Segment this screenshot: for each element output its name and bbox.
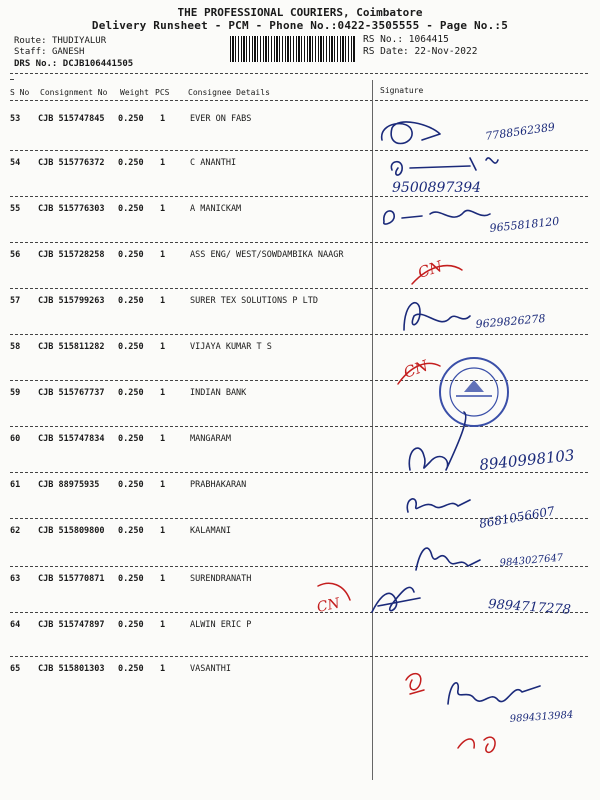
cell-consignment-no: CJB 515776372 xyxy=(38,158,105,168)
signature-63 xyxy=(372,587,420,612)
cell-consignee: VASANTHI xyxy=(190,664,231,674)
rs-no-value: 1064415 xyxy=(408,34,449,45)
cell-pcs: 1 xyxy=(160,434,166,444)
cell-pcs: 1 xyxy=(160,480,166,490)
cell-consignment-no: CJB 515809800 xyxy=(38,526,105,536)
cell-pcs: 1 xyxy=(160,620,166,630)
col-sno: S No xyxy=(10,88,30,97)
cell-consignment-no: CJB 515747897 xyxy=(38,620,105,630)
col-consignment: Consignment No xyxy=(40,88,108,97)
cell-sno: 63 xyxy=(10,574,21,584)
signature-62 xyxy=(416,548,480,570)
cell-weight: 0.250 xyxy=(118,664,144,674)
signature-65 xyxy=(448,683,540,704)
cell-weight: 0.250 xyxy=(118,574,144,584)
cell-pcs: 1 xyxy=(160,204,166,214)
cell-consignment-no: CJB 88975935 xyxy=(38,480,100,490)
cell-sno: 62 xyxy=(10,526,21,536)
cn-mark-56: CN xyxy=(415,257,445,282)
red-initial-mark-65 xyxy=(406,674,424,694)
col-pcs: PCS xyxy=(155,88,170,97)
phone-61: 8681056607 xyxy=(478,503,556,531)
col-consignee: Consignee Details xyxy=(188,88,270,97)
cell-pcs: 1 xyxy=(160,342,166,352)
cell-consignee: C ANANTHI xyxy=(190,158,237,168)
cell-pcs: 1 xyxy=(160,158,166,168)
cell-weight: 0.250 xyxy=(118,434,144,444)
cell-consignee: SURENDRANATH xyxy=(190,574,252,584)
cell-consignment-no: CJB 515728258 xyxy=(38,250,105,260)
cell-weight: 0.250 xyxy=(118,250,144,260)
cell-consignment-no: CJB 515776303 xyxy=(38,204,105,214)
cell-sno: 53 xyxy=(10,114,21,124)
red-scribble-bottom xyxy=(458,737,495,752)
cell-consignee: SURER TEX SOLUTIONS P LTD xyxy=(190,296,318,306)
cell-consignee: ALWIN ERIC P xyxy=(190,620,252,630)
signature-54 xyxy=(391,158,498,175)
cell-weight: 0.250 xyxy=(118,480,144,490)
cell-consignee: A MANICKAM xyxy=(190,204,242,214)
cn-mark-58: CN xyxy=(401,356,431,382)
cell-sno: 54 xyxy=(10,158,21,168)
col-signature: Signature xyxy=(380,86,424,95)
signature-55 xyxy=(384,210,490,224)
cell-pcs: 1 xyxy=(160,114,166,124)
phone-65: 9894313984 xyxy=(509,709,574,725)
cell-weight: 0.250 xyxy=(118,158,144,168)
cell-sno: 65 xyxy=(10,664,21,674)
cell-consignment-no: CJB 515747834 xyxy=(38,434,105,444)
cell-sno: 60 xyxy=(10,434,21,444)
cell-sno: 61 xyxy=(10,480,21,490)
cell-consignee: EVER ON FABS xyxy=(190,114,252,124)
cell-consignment-no: CJB 515747845 xyxy=(38,114,105,124)
cell-weight: 0.250 xyxy=(118,620,144,630)
cell-pcs: 1 xyxy=(160,388,166,398)
cell-sno: 57 xyxy=(10,296,21,306)
cell-weight: 0.250 xyxy=(118,388,144,398)
cell-consignee: PRABHAKARAN xyxy=(190,480,247,490)
bank-stamp-icon xyxy=(440,358,508,426)
phone-62: 9843027647 xyxy=(499,552,564,569)
cell-consignment-no: CJB 515767737 xyxy=(38,388,105,398)
signature-53 xyxy=(382,122,440,144)
cell-consignee: ASS ENG/ WEST/SOWDAMBIKA NAAGR xyxy=(190,250,344,260)
cell-pcs: 1 xyxy=(160,664,166,674)
document-subtitle: Delivery Runsheet - PCM - Phone No.:0422-3505555 - Page No.:5 xyxy=(91,19,509,32)
cell-consignment-no: CJB 515799263 xyxy=(38,296,105,306)
cell-consignee: VIJAYA KUMAR T S xyxy=(190,342,272,352)
cell-sno: 64 xyxy=(10,620,21,630)
cell-pcs: 1 xyxy=(160,574,166,584)
cell-consignee: MANGARAM xyxy=(190,434,231,444)
cell-weight: 0.250 xyxy=(118,526,144,536)
document-title: THE PROFESSIONAL COURIERS, Coimbatore xyxy=(177,6,423,19)
drs-value: DCJB106441505 xyxy=(62,59,134,69)
staff-label: Staff: xyxy=(14,47,47,57)
phone-53: 7788562389 xyxy=(484,120,556,143)
cell-consignment-no: CJB 515801303 xyxy=(38,664,105,674)
route-label: Route: xyxy=(14,36,47,46)
phone-55: 9655818120 xyxy=(488,214,560,235)
staff-value: GANESH xyxy=(51,47,85,57)
rs-no-label: RS No.: xyxy=(363,34,404,45)
phone-54: 9500897394 xyxy=(392,180,482,196)
cell-weight: 0.250 xyxy=(118,296,144,306)
phone-60: 8940998103 xyxy=(478,446,576,474)
cell-weight: 0.250 xyxy=(118,114,144,124)
cell-consignment-no: CJB 515770871 xyxy=(38,574,105,584)
phone-63: 9894717278 xyxy=(487,597,572,618)
cell-consignee: KALAMANI xyxy=(190,526,231,536)
cell-pcs: 1 xyxy=(160,250,166,260)
rs-date-label: RS Date: xyxy=(363,46,409,57)
cn-mark-63: CN xyxy=(315,595,342,616)
cell-sno: 55 xyxy=(10,204,21,214)
cell-sno: 58 xyxy=(10,342,21,352)
cell-sno: 59 xyxy=(10,388,21,398)
cell-weight: 0.250 xyxy=(118,342,144,352)
cell-consignee: INDIAN BANK xyxy=(190,388,247,398)
cell-sno: 56 xyxy=(10,250,21,260)
cell-weight: 0.250 xyxy=(118,204,144,214)
cell-consignment-no: CJB 515811282 xyxy=(38,342,105,352)
signature-57 xyxy=(404,303,470,330)
route-value: THUDIYALUR xyxy=(51,36,107,46)
cell-pcs: 1 xyxy=(160,526,166,536)
rs-date-value: 22-Nov-2022 xyxy=(414,46,478,57)
cell-pcs: 1 xyxy=(160,296,166,306)
signature-61 xyxy=(407,499,470,512)
col-weight: Weight xyxy=(120,88,149,97)
phone-57: 9629826278 xyxy=(475,311,546,331)
drs-label: DRS No.: xyxy=(14,59,58,69)
